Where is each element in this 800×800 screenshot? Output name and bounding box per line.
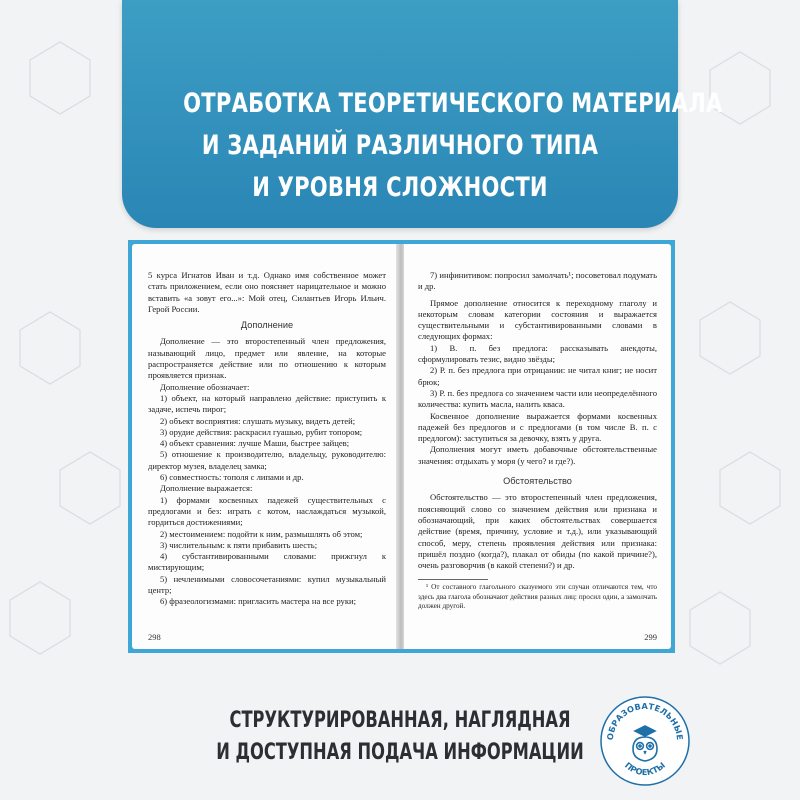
list-item: Дополнение обозначает: bbox=[160, 381, 250, 392]
paragraph: Дополнение — это второстепенный член предложения, называющий лицо, предмет или явление, на которые распространяется действие или по отношению к которым проявляется признак. bbox=[148, 336, 386, 381]
paragraph: Обстоятельство — это второстепенный член предложения, поясняющий слово со значением действия или признака и обозначающий, при каких обстоятельствах совершается действие (время, причину, условие и т.д.), или указывающий способ, меру, степень проявления действия или признака: пришёл поздно (когда?), плакал от обиды (по какой причине?), очень разговорчив (в какой степени?) и др. bbox=[418, 492, 657, 571]
list-item: 2) местоимением: подойти к ним, размышлять об этом; bbox=[160, 528, 363, 539]
list-item: 3) числительным: к пяти прибавить шесть; bbox=[160, 539, 318, 550]
paragraph: Косвенное дополнение выражается формами косвенных падежей без предлогов и с предлогами (в том числе В. п. с предлогом): заступиться за девочку, взять у друга. bbox=[418, 410, 657, 444]
page-number-left: 298 bbox=[148, 632, 161, 642]
paragraph: 7) инфинитивом: попросил замолчать¹; посоветовал подумать и др. bbox=[418, 270, 657, 292]
list-item: 1) объект, на который направлено действие: приступить к задаче, испечь пирог; bbox=[148, 392, 386, 415]
list-item: 6) совместность: тополя с липами и др. bbox=[160, 472, 304, 483]
list-item: 5) отношение к производителю, владельцу, руководителю: директор музея, владелец замка; bbox=[148, 449, 386, 471]
list-item: Дополнение выражается: bbox=[160, 483, 253, 494]
section-heading: Обстоятельство bbox=[503, 476, 572, 487]
list-item: 3) Р. п. без предлога со значением части или неопределённого количества: купить масла, налить кваса. bbox=[418, 387, 657, 410]
list-item: 1) В. п. без предлога: рассказывать анекдоты, сформулировать тезис, видно звёзды; bbox=[418, 342, 657, 365]
list-item: 4) объект сравнения: лучше Маши, быстрее зайцев; bbox=[160, 438, 350, 449]
footnote: ¹ От составного глагольного сказуемого эти случаи отличаются тем, что здесь два глагола обозначают действия разных лиц: просил один, а замолчать должен другой. bbox=[418, 583, 657, 610]
list-item: 3) орудие действия: раскрасил гуашью, рубит топором; bbox=[160, 426, 363, 437]
section-heading: Дополнение bbox=[240, 320, 294, 331]
list-item: 4) субстантивированными словами: прижгнул к мистирующим; bbox=[148, 551, 386, 573]
book-page-left bbox=[132, 244, 398, 649]
page-left-text bbox=[148, 270, 386, 608]
book-page-right bbox=[404, 244, 671, 649]
page-number-right: 299 bbox=[644, 632, 657, 642]
page-right-text bbox=[418, 270, 657, 611]
list-item: 5) нечленимыми словосочетаниями: купил музыкальный центр; bbox=[148, 573, 386, 596]
logo-text-top: ОБРАЗОВАТЕЛЬНЫЕ bbox=[604, 700, 686, 741]
headline-line-3: И УРОВНЯ СЛОЖНОСТИ bbox=[252, 172, 548, 203]
publisher-logo bbox=[595, 691, 695, 791]
paragraph: 5 курса Игнатов Иван и т.д. Однако имя собственное может стать приложением, если оно поясняет нарицательное и можно вставить «а зовут его...»: Мой отец, Силантьев Игорь Ильич. Герой России. bbox=[148, 270, 386, 314]
book-spread-frame bbox=[128, 240, 675, 653]
headline-banner bbox=[122, 0, 723, 228]
tagline-line-2: И ДОСТУПНАЯ ПОДАЧА ИНФОРМАЦИИ bbox=[216, 740, 584, 765]
tagline-line-1: СТРУКТУРИРОВАННАЯ, НАГЛЯДНАЯ bbox=[229, 708, 571, 733]
headline-line-2: И ЗАДАНИЙ РАЗЛИЧНОГО ТИПА bbox=[201, 130, 599, 161]
paragraph: Дополнения могут иметь добавочные обстоятельственные значения: отдыхать у моря (у чего? и где?). bbox=[418, 444, 657, 466]
footnote-divider bbox=[418, 579, 488, 580]
list-item: 1) формами косвенных падежей существительных с предлогами и без: играть с котом, наслаждаться музыкой, гордиться достижениями; bbox=[148, 494, 386, 528]
list-item: 2) объект восприятия: слушать музыку, видеть детей; bbox=[160, 415, 356, 426]
headline-line-1: ОТРАБОТКА ТЕОРЕТИЧЕСКОГО МАТЕРИАЛА bbox=[183, 88, 723, 119]
logo-text-bottom: ПРОЕКТЫ bbox=[622, 759, 668, 778]
paragraph: Прямое дополнение относится к переходному глаголу и некоторым словам категории состояния и выражается существительными и субстантивированными словами в следующих формах: bbox=[418, 297, 657, 342]
list-item: 2) Р. п. без предлога при отрицании: не читал книг; не носит брюк; bbox=[418, 365, 657, 387]
list-item: 6) фразеологизмами: пригласить мастера на все руки; bbox=[160, 596, 356, 607]
